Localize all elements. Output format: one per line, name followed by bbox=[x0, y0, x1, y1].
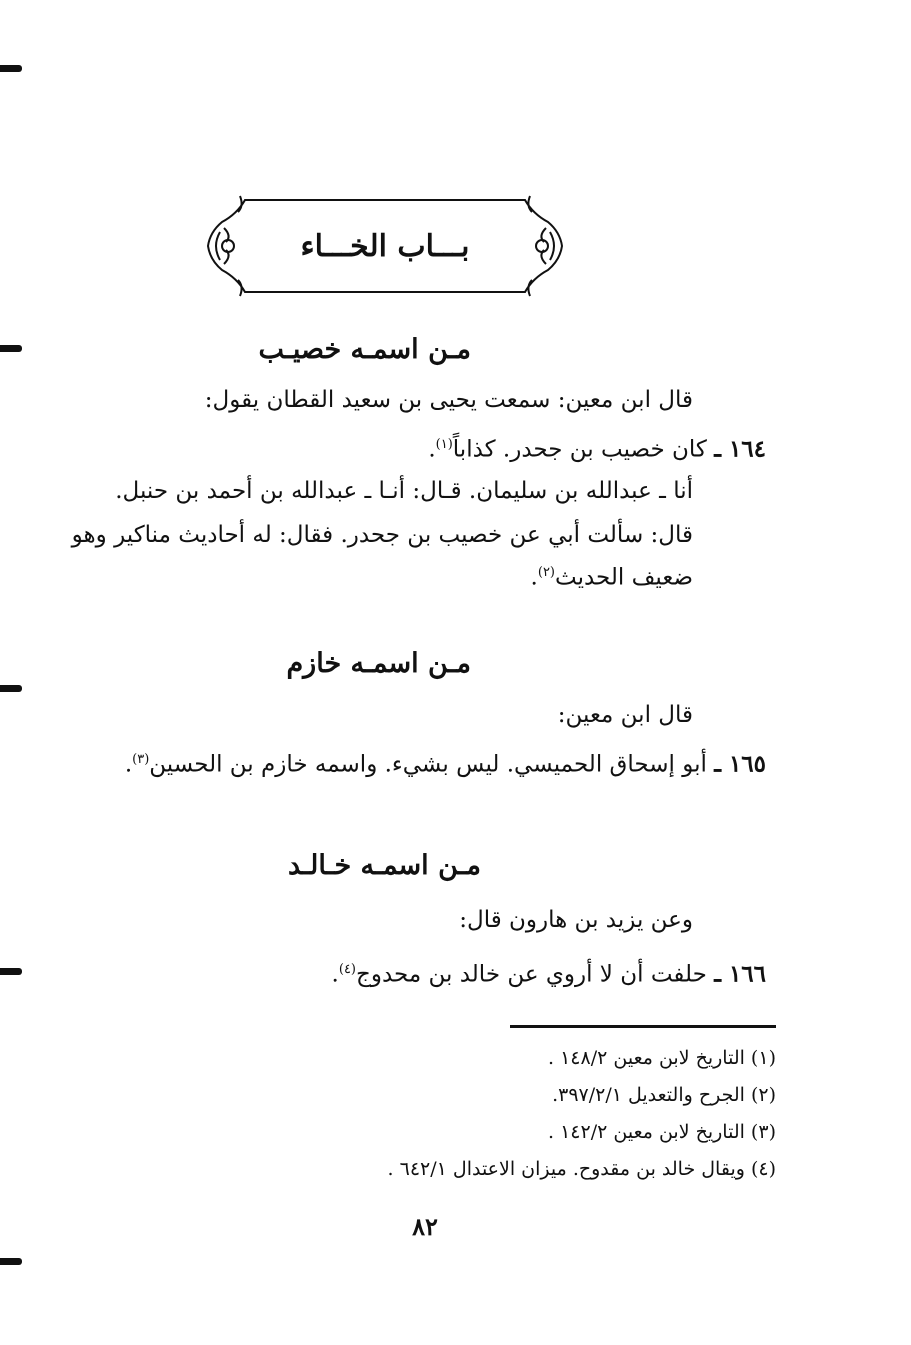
entry-number: ١٦٦ ـ bbox=[714, 960, 766, 988]
footnote-1: (١) التاريخ لابن معين ١٤٨/٢ . bbox=[548, 1047, 776, 1069]
entry-number: ١٦٥ ـ bbox=[714, 750, 766, 778]
binding-mark bbox=[0, 345, 22, 352]
entry-end: . bbox=[124, 751, 133, 778]
paragraph-line-last bbox=[531, 558, 693, 593]
footnote-2: (٢) الجرح والتعديل ٣٩٧/٢/١. bbox=[552, 1084, 776, 1106]
entry-165 bbox=[125, 745, 766, 780]
entry-166 bbox=[332, 955, 766, 990]
footnote-3: (٣) التاريخ لابن معين ١٤٢/٢ . bbox=[548, 1121, 776, 1143]
entry-164 bbox=[428, 430, 766, 465]
binding-mark bbox=[0, 968, 22, 975]
chapter-title: بـــاب الخـــاء bbox=[300, 228, 470, 264]
section-heading: مـن اسمـه خازم bbox=[286, 648, 471, 679]
entry-number: ١٦٤ ـ bbox=[714, 435, 766, 463]
chapter-banner bbox=[200, 192, 570, 300]
footnote-ref: (٣) bbox=[132, 752, 150, 767]
narration-intro: قال ابن معين: سمعت يحيى بن سعيد القطان يقول: bbox=[204, 387, 693, 413]
section-heading: مـن اسمـه خصيـب bbox=[258, 334, 471, 365]
paragraph-line: قال: سألت أبي عن خصيب بن جحدر. فقال: له أحاديث مناكير وهو bbox=[71, 522, 693, 548]
narration-intro: وعن يزيد بن هارون قال: bbox=[459, 907, 693, 933]
paragraph-text: ضعيف الحديث bbox=[555, 564, 693, 591]
paragraph-end: . bbox=[530, 564, 538, 591]
page-number: ٨٢ bbox=[412, 1212, 438, 1241]
binding-mark bbox=[0, 1258, 22, 1265]
narration-intro: قال ابن معين: bbox=[557, 702, 693, 728]
entry-text: حلفت أن لا أروي عن خالد بن محدوج bbox=[356, 961, 707, 988]
entry-end: . bbox=[331, 961, 339, 988]
section-heading: مـن اسمـه خـالـد bbox=[288, 850, 481, 881]
paragraph-line: أنا ـ عبدالله بن سليمان. قـال: أنـا ـ عبدالله بن أحمد بن حنبل. bbox=[115, 478, 693, 504]
footnote-4: (٤) ويقال خالد بن مقدوح. ميزان الاعتدال ٦٤٢/١ . bbox=[387, 1158, 776, 1180]
binding-mark bbox=[0, 65, 22, 72]
footnote-separator bbox=[510, 1025, 776, 1028]
binding-mark bbox=[0, 685, 22, 692]
entry-end: . bbox=[428, 436, 436, 463]
entry-text: كان خصيب بن جحدر. كذاباً bbox=[452, 436, 707, 463]
footnote-ref: (١) bbox=[435, 437, 453, 452]
entry-text: أبو إسحاق الحميسي. ليس بشيء. واسمه خازم بن الحسين bbox=[149, 751, 707, 778]
footnote-ref: (٤) bbox=[338, 962, 356, 977]
footnote-ref: (٢) bbox=[537, 565, 555, 580]
